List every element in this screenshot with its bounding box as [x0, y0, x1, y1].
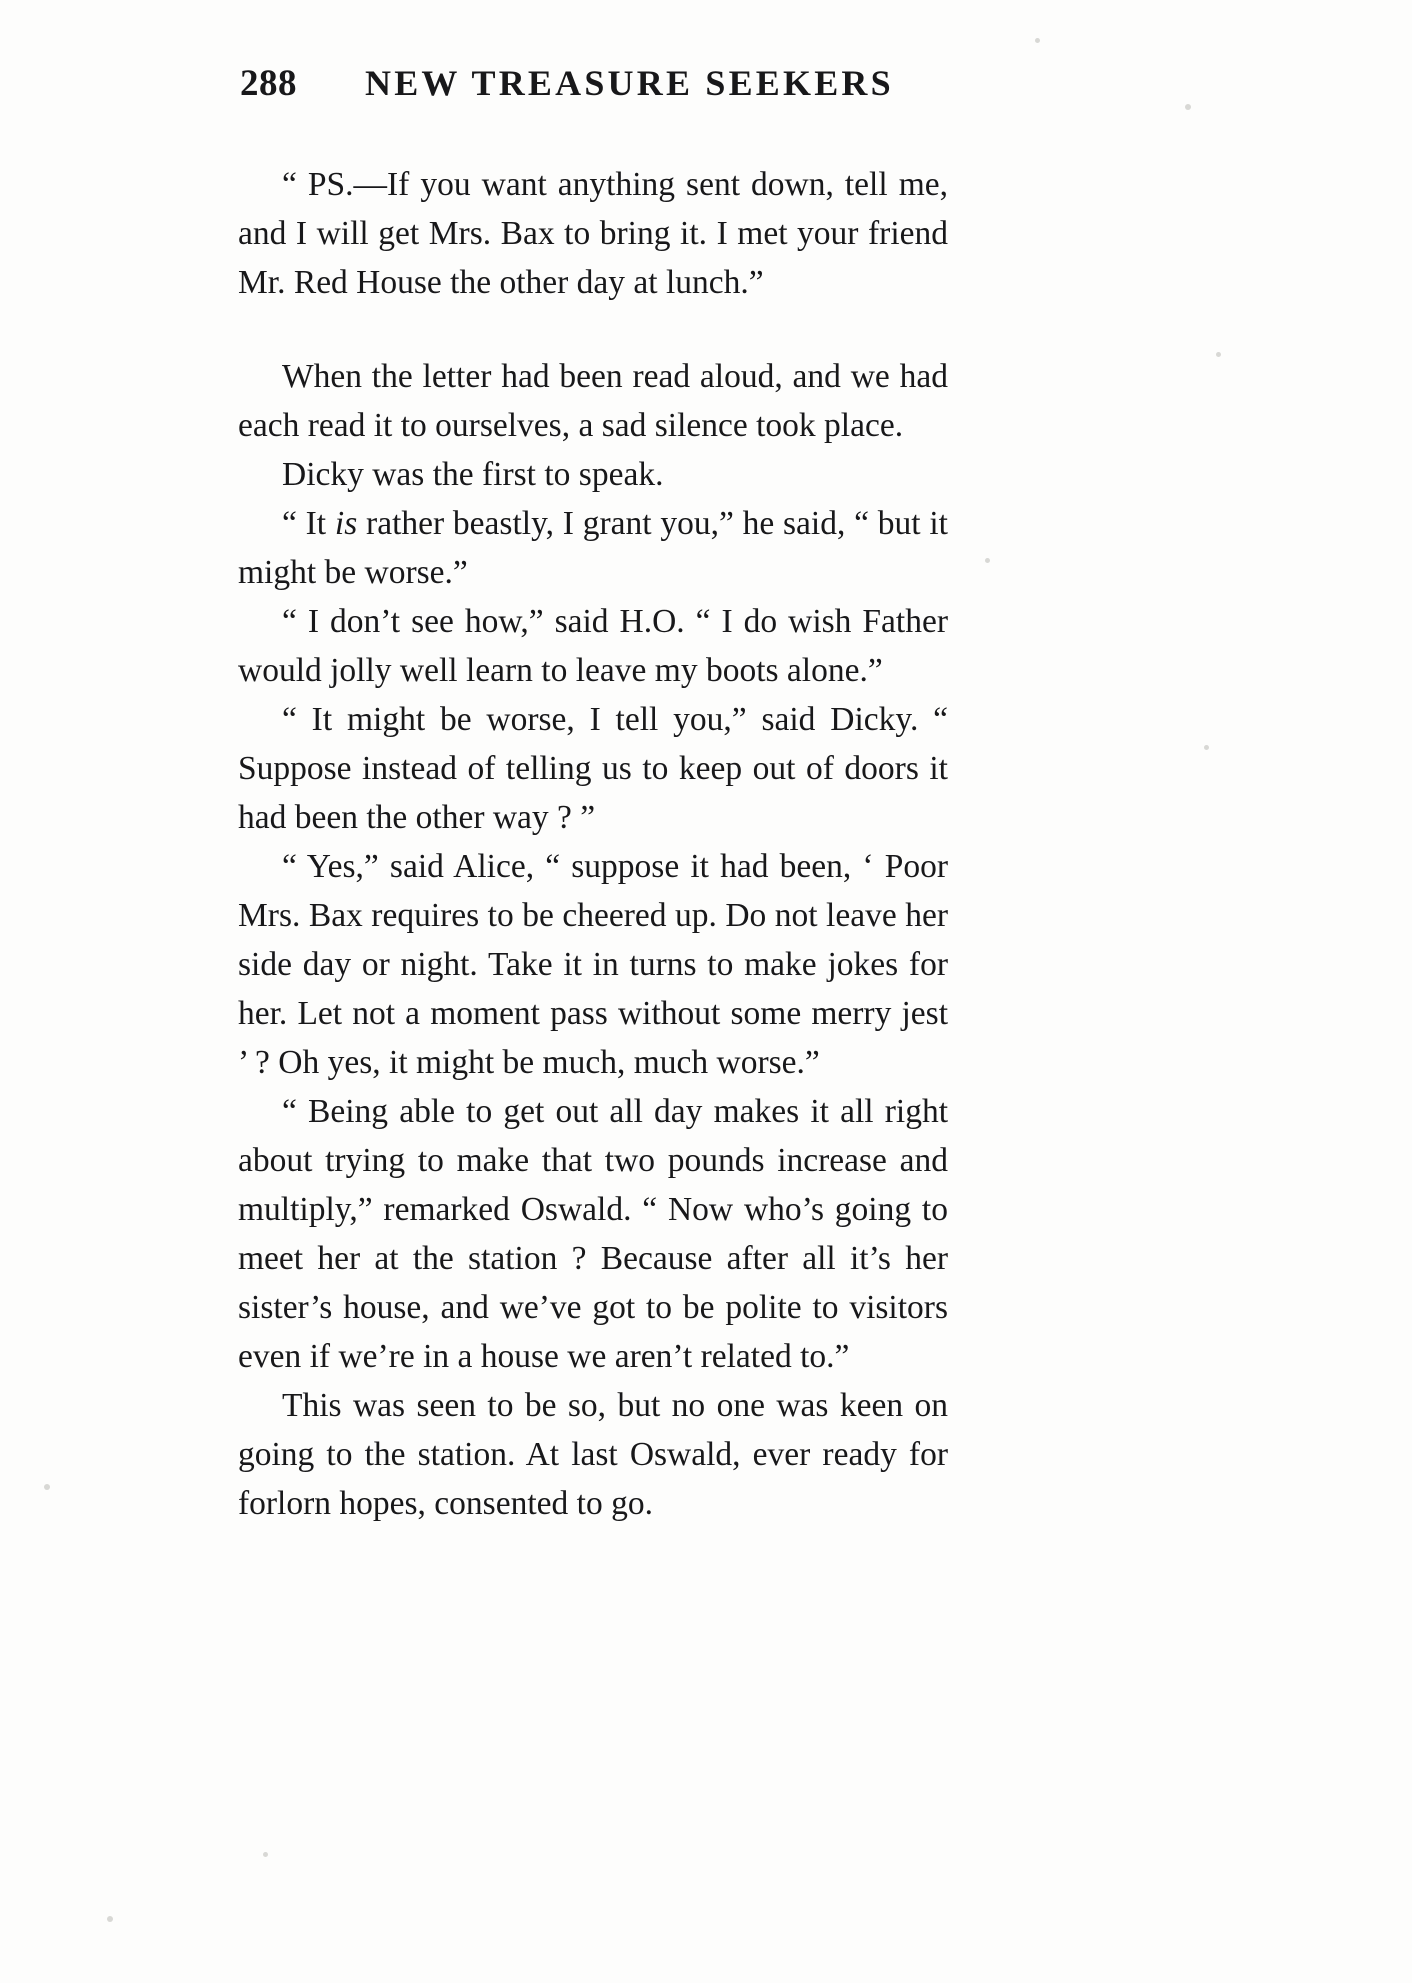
scan-speck	[1216, 352, 1221, 357]
scan-speck	[985, 558, 990, 563]
paragraph-oswald-being-able: “ Being able to get out all day makes it all right about trying to make that two pounds increase and multiply,” remarked Oswald. “ Now who’s going to meet her at the station ? Because after all it’s her sister’s house, and we’ve got to be polite to visitors even if we’re in a house we aren’t related to.”	[238, 1093, 948, 1375]
paragraph-dicky-might-be-worse: “ It might be worse, I tell you,” said Dicky. “ Suppose instead of telling us to keep out of doors it had been the other way ? ”	[238, 701, 948, 836]
paragraph-dicky-first: Dicky was the first to speak.	[282, 456, 664, 493]
paragraph-ho-dont-see: “ I don’t see how,” said H.O. “ I do wish Father would jolly well learn to leave my boots alone.”	[238, 603, 948, 689]
scan-speck	[1035, 38, 1040, 43]
page-header	[240, 62, 1180, 105]
scan-speck	[44, 1484, 50, 1490]
scan-speck	[1204, 745, 1209, 750]
text-run-tail: rather beastly, I grant you,” he said, “ but it might be worse.”	[238, 505, 948, 591]
paragraph-postscript: “ PS.—If you want anything sent down, tell me, and I will get Mrs. Bax to bring it. I met your friend Mr. Red House the other day at lunch.”	[238, 166, 948, 301]
scan-speck	[107, 1916, 113, 1922]
body-text	[238, 160, 948, 1528]
scan-speck	[263, 1852, 268, 1857]
scan-speck	[1185, 104, 1191, 110]
paragraph-dicky-beastly	[238, 499, 948, 597]
page-number: 288	[240, 63, 297, 104]
paragraph-after-letter: When the letter had been read aloud, and we had each read it to ourselves, a sad silence took place.	[238, 358, 948, 444]
paragraph-this-was-seen: This was seen to be so, but no one was keen on going to the station. At last Oswald, ever ready for forlorn hopes, consented to go.	[238, 1387, 948, 1522]
text-run-lead: “ It	[282, 505, 335, 542]
paragraph-alice-suppose: “ Yes,” said Alice, “ suppose it had been, ‘ Poor Mrs. Bax requires to be cheered up. Do not leave her side day or night. Take it in turns to make jokes for her. Let not a moment pass without some merry jest ’ ? Oh yes, it might be much, much worse.”	[238, 848, 948, 1081]
text-run-italic: is	[334, 505, 358, 542]
running-title: NEW TREASURE SEEKERS	[365, 63, 894, 103]
